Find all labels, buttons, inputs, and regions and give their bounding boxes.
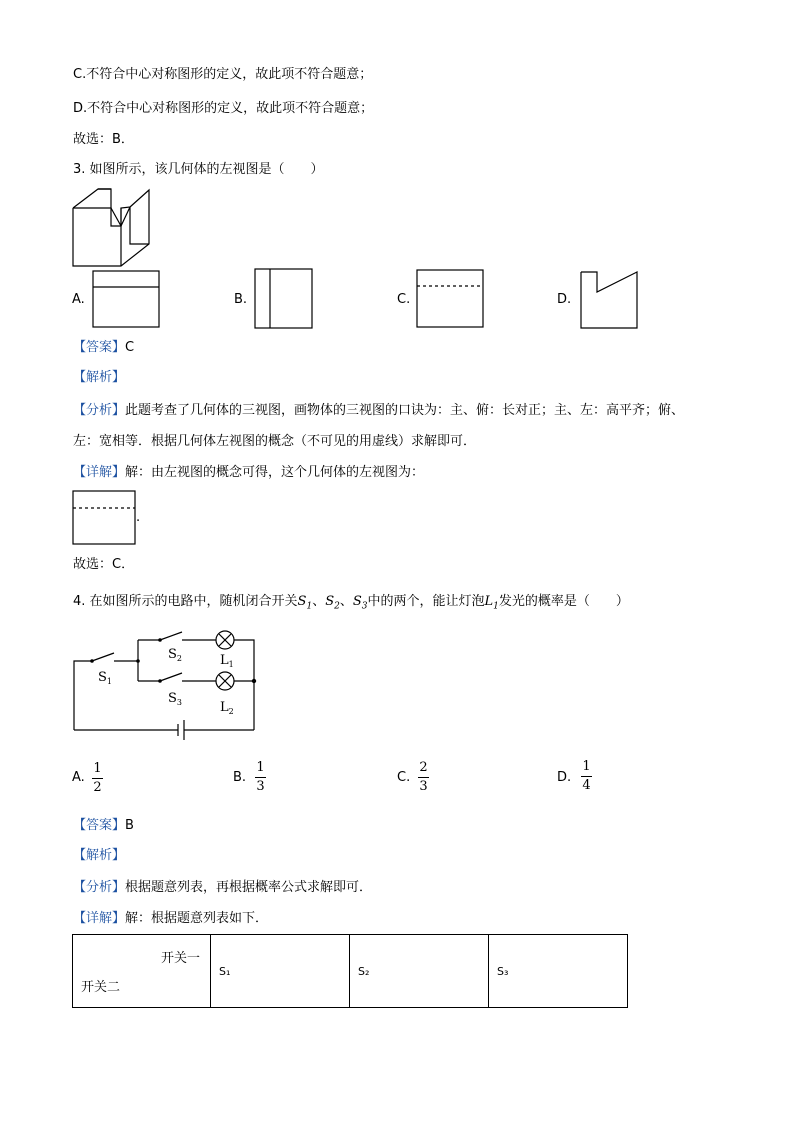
q3-fenxi-label: 【分析】 bbox=[73, 403, 126, 418]
table-header-diagonal-cell bbox=[73, 935, 211, 1008]
q3-fenxi-line1: 此题考查了几何体的三视图，画物体的三视图的口诀为：主、俯：长对正；主、左：高平齐；俯、 bbox=[125, 403, 685, 418]
q3-option-d-figure[interactable] bbox=[580, 270, 640, 330]
q3-answer: C bbox=[125, 340, 135, 355]
q3-fenxi-line2: 左：宽相等．根据几何体左视图的概念（不可见的用虚线）求解即可． bbox=[73, 434, 477, 449]
table-header-bottom: 开关二 bbox=[81, 980, 121, 995]
q4-fenxi-label: 【分析】 bbox=[73, 880, 126, 895]
table-col-s1: S₁ bbox=[211, 935, 350, 1008]
q4-option-b-label: B. bbox=[233, 770, 247, 785]
q3-option-c-label: C. bbox=[397, 292, 411, 307]
q3-answer-label: 【答案】 bbox=[73, 340, 126, 355]
q3-question: 3. 如图所示，该几何体的左视图是（ ） bbox=[73, 162, 324, 177]
q4-option-d-fraction[interactable]: 1 4 bbox=[582, 759, 591, 793]
option-c-explanation: C.不符合中心对称图形的定义，故此项不符合题意； bbox=[73, 67, 373, 82]
q3-option-a-figure[interactable] bbox=[92, 270, 160, 330]
q4-xiangjie-label: 【详解】 bbox=[73, 911, 126, 926]
switch-combination-table bbox=[72, 934, 628, 1008]
circuit-s3-label: $S_3$ bbox=[168, 691, 182, 707]
q3-left-view-figure bbox=[72, 490, 141, 546]
q3-option-b-label: B. bbox=[234, 292, 248, 307]
table-col-s3: S₃ bbox=[489, 935, 628, 1008]
q4-circuit-diagram bbox=[70, 628, 270, 742]
q3-xiangjie-label: 【详解】 bbox=[73, 465, 126, 480]
q3-analysis-title: 【解析】 bbox=[73, 370, 126, 385]
q3-left-view-period: . bbox=[136, 510, 141, 525]
circuit-s2-label: $S_2$ bbox=[168, 647, 182, 663]
table-header-top: 开关一 bbox=[160, 951, 200, 966]
q3-option-c-figure[interactable] bbox=[416, 269, 484, 329]
q3-solid-figure bbox=[72, 188, 152, 268]
q4-answer-label: 【答案】 bbox=[73, 818, 126, 833]
circuit-s1-label: $S_1$ bbox=[98, 670, 112, 686]
table-col-s2: S₂ bbox=[350, 935, 489, 1008]
q3-option-a-label: A. bbox=[72, 292, 85, 307]
q4-fenxi-text: 根据题意列表，再根据概率公式求解即可． bbox=[125, 880, 373, 895]
q4-option-d-label: D. bbox=[557, 770, 572, 785]
q3-xiangjie-text: 解：由左视图的概念可得，这个几何体的左视图为： bbox=[125, 465, 425, 480]
q4-xiangjie-text: 解：根据题意列表如下． bbox=[125, 911, 269, 926]
q4-option-c-fraction[interactable]: 2 3 bbox=[419, 760, 428, 794]
q4-option-c-label: C. bbox=[397, 770, 411, 785]
option-d-explanation: D.不符合中心对称图形的定义，故此项不符合题意； bbox=[73, 101, 374, 116]
circuit-l2-label: $L_2$ bbox=[220, 700, 234, 716]
q3-option-b-figure[interactable] bbox=[254, 268, 314, 330]
circuit-l1-label: $L_1$ bbox=[220, 653, 234, 669]
q4-answer: B bbox=[125, 818, 134, 833]
q4-analysis-title: 【解析】 bbox=[73, 848, 126, 863]
q4-option-a-label: A. bbox=[72, 770, 85, 785]
q4-option-a-fraction[interactable]: 1 2 bbox=[93, 761, 102, 795]
q4-option-b-fraction[interactable]: 1 3 bbox=[256, 760, 265, 794]
q3-option-d-label: D. bbox=[557, 292, 572, 307]
q3-choice: 故选：C． bbox=[73, 557, 135, 572]
q4-question: 4. 在如图所示的电路中，随机闭合开关$S_1$、$S_2$、$S_3$中的两个，能让灯泡$L_1$发光的概率是（ ） bbox=[73, 594, 629, 612]
q2-choice: 故选：B． bbox=[73, 132, 134, 147]
